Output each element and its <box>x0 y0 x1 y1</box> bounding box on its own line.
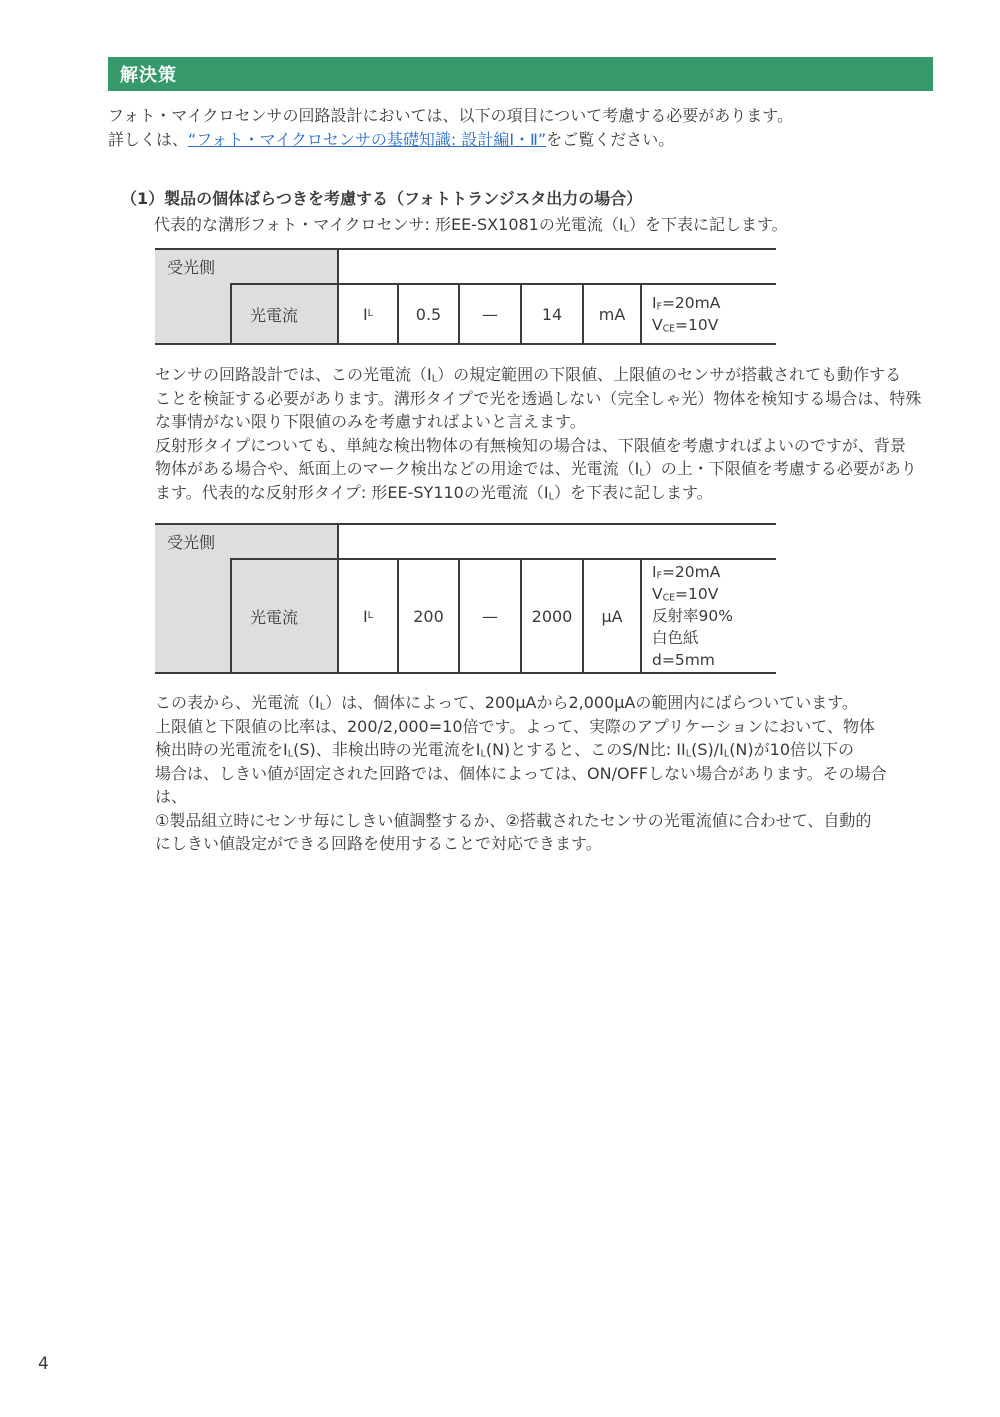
table-border <box>458 558 460 674</box>
intro-line-2-prefix: 詳しくは、 <box>108 129 189 149</box>
table2-condition-line: 白色紙 <box>652 629 699 647</box>
table1-condition-line: $I_F=20mA$ <box>652 294 721 313</box>
body-paragraph-1 <box>155 363 965 504</box>
table-border <box>230 283 232 345</box>
table2-max-cell: 2000 <box>531 606 573 626</box>
design-guide-link[interactable]: “フォト・マイクロセンサの基礎知識: 設計編Ⅰ・Ⅱ” <box>188 129 547 149</box>
table-border <box>230 283 776 285</box>
table2-row-label: 光電流 <box>230 558 337 674</box>
table1-row-header: 受光側 <box>167 258 216 277</box>
body-line: な事情がない限り下限値のみを考慮すればよいと言えます。 <box>155 412 586 431</box>
section-header-bar <box>108 57 933 91</box>
body-line: ①製品組立時にセンサ毎にしきい値調整するか、②搭載されたセンサの光電流値に合わせて、自動的 <box>155 810 872 830</box>
table-border <box>155 672 776 674</box>
body-line: 反射形タイプについても、単純な検出物体の有無検知の場合は、下限値を考慮すればよいのですが、背景 <box>155 435 906 455</box>
table-border <box>582 558 584 674</box>
table-border <box>155 523 776 525</box>
table-border <box>230 558 232 674</box>
table1-min-cell: 0.5 <box>415 304 442 324</box>
intro-paragraph <box>108 104 968 151</box>
table2-condition-line: $V_{CE}=10V$ <box>652 585 719 604</box>
body-line: にしきい値設定ができる回路を使用することで対応できます。 <box>155 834 602 853</box>
table-border <box>640 558 642 674</box>
table1-unit-cell: mA <box>598 304 626 324</box>
subsection-heading: （1）製品の個体ばらつきを考慮する（フォトトランジスタ出力の場合） <box>121 189 643 208</box>
body-line: 物体がある場合や、紙面上のマーク検出などの用途では、光電流$(I_L)$の上・下限値を考慮する必要があり <box>155 459 917 479</box>
table-border <box>582 283 584 345</box>
body-line: センサの回路設計では、この光電流$(I_L)$の規定範囲の下限値、上限値のセンサが搭載されても動作する <box>155 365 902 385</box>
table1-dash-cell: — <box>482 304 498 324</box>
body-paragraph-2 <box>155 691 965 856</box>
table-border <box>397 558 399 674</box>
table-border <box>337 523 339 674</box>
table-border <box>520 558 522 674</box>
table2-condition-line: $I_F=20mA$ <box>652 563 721 582</box>
table2-min-cell: 200 <box>413 606 444 626</box>
intro-line-2-suffix: をご覧ください。 <box>546 129 675 149</box>
intro-line-2 <box>108 128 968 152</box>
table-border <box>155 248 776 250</box>
table2-unit-cell: μA <box>601 606 623 626</box>
table-border <box>230 558 776 560</box>
lead-sentence: 代表的な溝形フォト・マイクロセンサ: 形EE-SX1081の光電流$(I_L)$を下表に記します。 <box>154 215 788 235</box>
body-line: この表から、光電流$(I_L)$は、個体によって、200μAから2,000μAの範囲内にばらついています。 <box>155 693 858 713</box>
body-line: ことを検証する必要があります。溝形タイプで光を透過しない（完全しゃ光）物体を検知する場合は、特殊 <box>155 388 922 408</box>
body-line: ます。代表的な反射形タイプ: 形EE-SY110の光電流$(I_L)$を下表に記します。 <box>155 482 713 503</box>
body-line: 検出時の光電流を$I_L(S)$、非検出時の光電流を$I_L(N)$とすると、このS/N比: $II_L(S)/I_L(N)$が10倍以下の <box>155 740 855 760</box>
intro-line-1: フォト・マイクロセンサの回路設計においては、以下の項目について考慮する必要があります。 <box>108 106 793 125</box>
table-border <box>397 283 399 345</box>
table2-conditions-cell <box>652 558 776 674</box>
table-border <box>155 343 776 345</box>
section-header-title: 解決策 <box>120 65 177 86</box>
table2-condition-line: 反射率90% <box>652 607 733 625</box>
table1-max-cell: 14 <box>541 304 563 324</box>
body-line: 上限値と下限値の比率は、200/2,000=10倍です。よって、実際のアプリケーションにおいて、物体 <box>155 716 875 736</box>
table2-condition-line: d=5mm <box>652 651 715 669</box>
photocurrent-table-ee-sy110 <box>155 523 776 674</box>
body-line: は、 <box>155 787 188 806</box>
table1-row-label: 光電流 <box>230 283 337 345</box>
table-border <box>337 248 339 345</box>
table-border <box>640 283 642 345</box>
body-line: 場合は、しきい値が固定された回路では、個体によっては、ON/OFFしない場合があります。その場合 <box>155 763 887 783</box>
table1-conditions-cell <box>652 283 776 345</box>
table2-row-header: 受光側 <box>167 533 216 552</box>
table2-dash-cell: — <box>482 606 498 626</box>
table1-condition-line: $V_{CE}=10V$ <box>652 316 719 335</box>
photocurrent-table-ee-sx1081 <box>155 248 776 345</box>
table2-symbol-cell: I L <box>362 606 374 626</box>
page-number: 4 <box>38 1354 49 1374</box>
table1-symbol-cell: I L <box>362 304 374 324</box>
table-border <box>458 283 460 345</box>
table-border <box>520 283 522 345</box>
